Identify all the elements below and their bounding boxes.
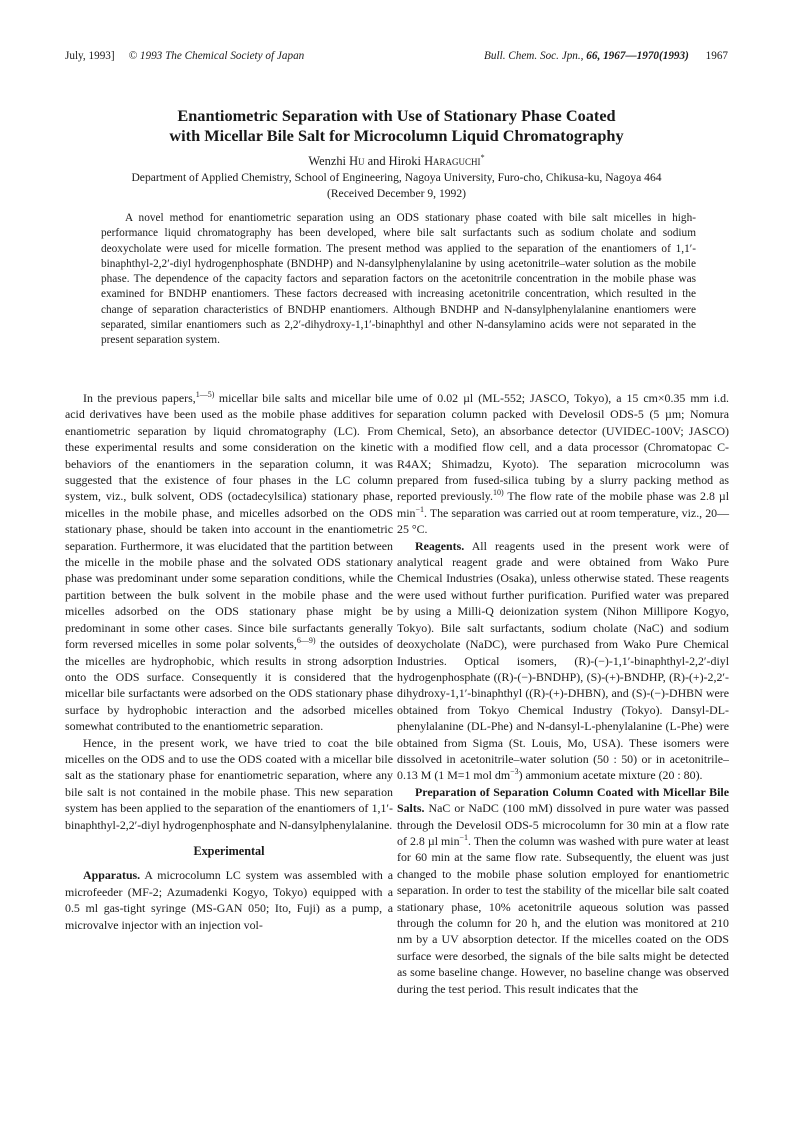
author-1-family: Hu xyxy=(349,154,365,168)
column-prep-text-a: NaC or NaDC (100 mM) dissolved in pure water was passed through the Develosil ODS-5 microcolumn for 30 min at a flow rate of 2.8 µl min xyxy=(397,801,729,848)
authors xyxy=(65,153,728,169)
apparatus-cont-text-a: ume of 0.02 µl (ML-552; JASCO, Tokyo), a 15 cm×0.35 mm i.d. separation column packed with Develosil ODS-5 (5 µm; Nomura Chemical, Seto), an absorbance detector (UVIDEC-100V; JASCO) with a modified flow cell, and a data processor (Chromatopac C-R4AX; Shimadzu, Kyoto). The separation microcolumn was prepared from fused-silica tubing by a slurry packing method as reported previously. xyxy=(397,391,729,504)
header-right xyxy=(484,48,728,64)
right-column xyxy=(397,390,729,997)
exponent-minus-3: −3 xyxy=(510,767,519,777)
reagents-paragraph xyxy=(397,538,729,784)
intro-text-a: In the previous papers, xyxy=(83,391,196,405)
reagents-heading: Reagents. xyxy=(415,538,465,553)
author-1-given: Wenzhi xyxy=(308,154,346,168)
apparatus-cont-text-c: . The separation was carried out at room temperature, viz., 20—25 °C. xyxy=(397,505,729,537)
intro-paragraph-1 xyxy=(65,390,393,735)
apparatus-cont-text-b: The flow rate of the mobile phase was 2.8 µl min xyxy=(397,489,729,520)
exponent-minus-1: −1 xyxy=(415,504,425,514)
left-column xyxy=(65,390,393,933)
column-preparation-heading: Preparation of Separation Column Coated with Micellar Bile Salts. xyxy=(397,784,729,816)
header-journal: Bull. Chem. Soc. Jpn., xyxy=(484,50,584,62)
reagents-text-a: All reagents used in the present work were of analytical reagent grade and were obtained from Wako Pure Chemical Industries (Osaka), unless otherwise stated. These reagents were used without further purification. Purified water was prepared by using a Milli-Q deionization system (Nihon Millipore Kogyo, Tokyo). Bile salt surfactants, sodium cholate (NaC) and sodium deoxycholate (NaDC), were purchased from Wako Pure Chemical Industries. Optical isomers, (R)-(−)-1,1′-binaphthyl-2,2′-diyl hydrogenphosphate ((R)-(−)-BNDHP), (S)-(+)-BNDHP, (R)-(+)-2,2′-dihydroxy-1,1′-binaphthyl ((R)-(+)-DHBN), and (S)-(−)-DHBN were obtained from Tokyo Chemical Industry (Tokyo). Dansyl-DL-phenylalanine (DL-Phe) and N-dansyl-L-phenylalanine (L-Phe) were obtained from Sigma (St. Louis, Mo, USA). These isomers were dissolved in acetonitrile–water solution (50 : 50) or in acetonitrile–0.13 M (1 M=1 mol dm xyxy=(397,538,729,783)
section-heading-experimental: Experimental xyxy=(193,843,265,858)
apparatus-paragraph xyxy=(65,867,393,933)
intro-paragraph-2: Hence, in the present work, we have tried to coat the bile micelles on the ODS and to use the ODS coated with a micellar bile salt as the stationary phase for enantiometric separation, where any bile salt is not contained in the mobile phase. This new separation system has been applied to the separation of the enantiomers of 1,1′-binaphthyl-2,2′-diyl hydrogenphosphate and N-dansylphenylalanine. xyxy=(65,735,393,832)
author-conjunction: and xyxy=(367,154,386,168)
column-preparation-paragraph xyxy=(397,784,729,997)
apparatus-continued xyxy=(397,390,729,538)
title-line-1: Enantiometric Separation with Use of Stationary Phase Coated xyxy=(177,106,616,125)
citation-10: 10) xyxy=(492,488,504,498)
abstract: A novel method for enantiometric separation using an ODS stationary phase coated with bile salt micelles in high-performance liquid chromatography has been developed, where bile salt surfactants such as sodium cholate and sodium deoxycholate were used for micelle formation. The present method was applied to the separation of the enantiomers of 1,1′-binaphthyl-2,2′-diyl hydrogenphosphate (BNDHP) and N-dansylphenylalanine by using acetonitrile–water solution as the mobile phase. The dependence of the capacity factors and separation factors on the acetonitrile concentration in the mobile phase was examined for BNDHP enantiomers. These factors decreased with increasing acetonitrile concentration, which resulted in the change of separation characteristics of BNDHP enantiomers. Although BNDHP and N-dansylphenylalanine enantiomers were separated, similar enantiomers such as 2,2′-dihydroxy-1,1′-binaphthyl and other N-dansylamino acids were not separated in the present separation system. xyxy=(101,212,696,347)
reagents-text-b: ) ammonium acetate mixture (20 : 80). xyxy=(518,768,703,783)
running-header xyxy=(65,48,728,64)
received-date: (Received December 9, 1992) xyxy=(326,187,467,200)
title-line-2: with Micellar Bile Salt for Microcolumn Liquid Chromatography xyxy=(169,126,624,145)
apparatus-heading: Apparatus. xyxy=(83,868,141,883)
header-volume-pages: 66, 1967—1970(1993) xyxy=(586,50,689,62)
corresponding-mark: * xyxy=(480,152,485,162)
header-copyright: © 1993 The Chemical Society of Japan xyxy=(128,50,305,62)
intro-text-b: micellar bile salts and micellar bile acid derivatives have been used as the mobile phase additives for enantiometric separation by liquid chromatography (LC). From these experimental results and some consideration on the kinetic behaviors of the enantiomers in the separation column, it was suggested that the existence of four phases in the LC column system, viz., bulk solvent, ODS (octadecylsilica) stationary phase, micelles in the mobile phase, and micelles adsorbed on the ODS stationary phase, should be taken into account in the enantiometric separation. Furthermore, it was elucidated that the partition between the micelle in the mobile phase and the solvated ODS stationary phase was predominant under some separation conditions, while the partition between the bulk solvent in the mobile phase and the micelles adsorbed on the ODS stationary phase might be predominant in some other cases. Since bile surfactants generally form reversed micelles in some polar solvents, xyxy=(65,391,393,652)
citation-1-5: 1—5) xyxy=(195,390,215,400)
apparatus-text: A microcolumn LC system was assembled with a microfeeder (MF-2; Azumadenki Kogyo, Tokyo) equipped with a 0.5 ml gas-tight syringe (MS-GAN 050; Ito, Fuji) as a pump, a microvalve injector with an injection vol- xyxy=(65,868,393,932)
author-2-family: Haraguchi xyxy=(424,154,481,168)
exponent-minus-1b: −1 xyxy=(459,833,469,842)
header-left xyxy=(65,48,304,64)
header-page-number: 1967 xyxy=(705,50,728,62)
citation-6-9: 6—9) xyxy=(296,636,316,646)
paper-title xyxy=(65,106,728,146)
header-date: July, 1993] xyxy=(65,50,115,62)
column-prep-text-b: . Then the column was washed with pure water at least for 60 min at the same flow rate. Subsequently, the eluent was just changed to the mobile phase solution employed for enantiometric separation. In order to test the stability of the micellar bile salt coated stationary phase, 10% acetonitrile aqueous solution was passed through the column for 20 h, and the elution was monitored at 210 nm by a UV absorption detector. If the micelles coated on the ODS surface were desorbed, the signals of the bile salts might be detected as some baseline change. However, no baseline change was observed during the test period. This result indicates that the xyxy=(397,833,729,996)
author-2-given: Hiroki xyxy=(388,154,421,168)
intro-text-c: the outsides of the micelles are hydrophobic, which results in strong adsorption onto the ODS surface. Consequently it is considered that the micellar bile surfactants were adsorbed on the ODS stationary phase surface by hydrophobic interaction and the adsorbed micelles somewhat contributed to the enantiometric separation. xyxy=(65,637,393,734)
affiliation: Department of Applied Chemistry, School of Engineering, Nagoya University, Furo-cho, Chikusa-ku, Nagoya 464 xyxy=(131,171,662,184)
